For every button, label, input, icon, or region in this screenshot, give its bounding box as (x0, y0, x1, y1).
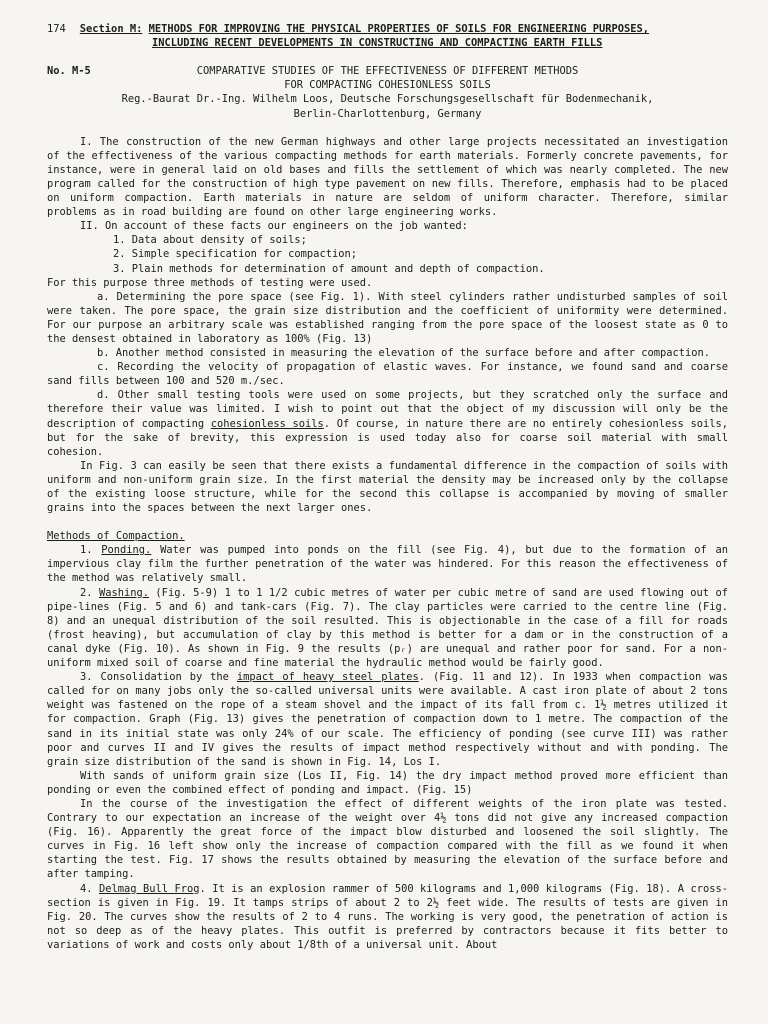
author-line: Reg.-Baurat Dr.-Ing. Wilhelm Loos, Deutsche Forschungsgesellschaft für Bodenmechanik, (121, 93, 654, 106)
paragraph-requirements: II. On account of these facts our engineers on the job wanted: (80, 220, 468, 233)
author-location: Berlin-Charlottenburg, Germany (293, 107, 482, 120)
running-header (47, 22, 728, 36)
paper-title-line2: FOR COMPACTING COHESIONLESS SOILS (284, 79, 491, 92)
bull-frog-prefix: 4. (80, 882, 99, 895)
paragraph-method-c: c. Recording the velocity of propagation of elastic waves. For instance, we found sand and coarse sand fills between 100 and 520 m./sec. (47, 361, 728, 388)
requirements-list (47, 233, 728, 275)
paragraph-ponding: 1. Ponding. Water was pumped into ponds on the fill (see Fig. 4), but due to the formation of an impervious clay film the further penetration of the water was hindered. For this reason the effectiveness of the method was relatively small. (47, 544, 728, 585)
section-title-line2: INCLUDING RECENT DEVELOPMENTS IN CONSTRUCTING AND COMPACTING EARTH FILLS (152, 37, 603, 50)
paragraph-impact (47, 670, 728, 769)
paper-title-block (47, 64, 728, 120)
washing-label: Washing. (98, 586, 149, 599)
paragraph-washing: 2. Washing. (Fig. 5-9) 1 to 1 1/2 cubic metres of water per cubic metre of sand are used flowing out of pipe-lines (Fig. 5 and 6) and tank-cars (Fig. 7). The clay particles were carried to the centre line (Fig. 8) and an unequal distribution of the soil resulted. This is objectionable in the case of a fill for roads (frost heaving), but accumulation of clay by this method is better for a dam or in the construction of a canal dyke (Fig. 10). As shown in Fig. 9 the results (pᵣ) are unequal and rather poor for sand. For a non-uniform mixed soil of coarse and fine material the hydraulic method would be fairly good. (47, 586, 728, 670)
list-item: 2. Simple specification for compaction; (113, 248, 357, 261)
paragraph-uniform-sands: With sands of uniform grain size (Los II, Fig. 14) the dry impact method proved more efficient than ponding or even the combined effect of ponding and impact. (Fig. 15) (47, 769, 728, 796)
paragraph-intro: I. The construction of the new German highways and other large projects necessitated an investigation of the effectiveness of the various compacting methods for earth materials. Formerly concrete pavements, for instance, were in general laid on old bases and fills the settlement of which was nearly completed. The new program called for the construction of high type pavement on new fills. Therefore, emphasis had to be placed on uniform compaction. Earth materials in nature are seldom of uniform character. Therefore, similar problems as in road building are found on other large engineering works. (47, 135, 728, 219)
impact-prefix: 3. Consolidation by the (80, 671, 237, 684)
methods-heading: Methods of Compaction. (47, 530, 185, 543)
paragraph-testing-methods: For this purpose three methods of testing were used. (47, 276, 373, 289)
list-item: 3. Plain methods for determination of amount and depth of compaction. (113, 262, 545, 275)
bull-frog-label: Delmag Bull Frog (98, 882, 200, 895)
section-title-line1: METHODS FOR IMPROVING THE PHYSICAL PROPERTIES OF SOILS FOR ENGINEERING PURPOSES, (148, 23, 650, 35)
section-title (80, 22, 649, 36)
paragraph-method-a: a. Determining the pore space (see Fig. 1). With steel cylinders rather undisturbed samples of soil were taken. The pore space, the grain size distribution and the coefficient of uniformity were determined. For our purpose an arbitrary scale was established ranging from the pore space of the loosest state as 0 to the densest obtained in laboratory as 100% (Fig. 13) (47, 290, 728, 345)
impact-text: . (Fig. 11 and 12). In 1933 when compaction was called for on many jobs only the so-called universal units were available. A cast iron plate of about 2 tons weight was fastened on the rope of a steam shovel and the impact of its fall from c. 1½ metres utilized it for compaction. Graph (Fig. 13) gives the penetration of compaction down to 1 metre. The compaction of the sand in its initial state was only 24% of our scale. The efficiency of ponding (see curve III) was rather poor and curves II and IV gives the results of impact method respectively without and with ponding. The grain size distribution of the sand is shown in Fig. 14, Los I. (47, 671, 728, 768)
bull-frog-text: . It is an explosion rammer of 500 kilograms and 1,000 kilograms (Fig. 18). A cross-section is given in Fig. 19. It tamps strips of about 2 to 2½ feet wide. The results of tests are given in Fig. 20. The curves show the results of 2 to 4 runs. The working is very good, the penetration of action is not so deep as of the heavy plates. This outfit is preferred by contractors because it fits better to variations of work and costs only about 1/8th of a universal unit. About (47, 882, 728, 951)
ponding-text: Water was pumped into ponds on the fill (see Fig. 4), but due to the formation of an impervious clay film the further penetration of the water was hindered. For this reason the effectiveness of the method was relatively small. (47, 544, 728, 585)
section-label: Section M: (79, 23, 143, 35)
page-number: 174 (47, 23, 66, 35)
paragraph-plate-weights: In the course of the investigation the effect of different weights of the iron plate was tested. Contrary to our expectation an increase of the weight over 4½ tons did not give any increased compaction (Fig. 16). Apparently the great force of the impact blow disturbed and loosened the soil slightly. The curves in Fig. 16 left show only the increase of compaction compared with the fill as we found it when starting the test. Fig. 17 shows the results obtained by measuring the elevation of the surface before and after tamping. (47, 797, 728, 881)
washing-text: (Fig. 5-9) 1 to 1 1/2 cubic metres of water per cubic metre of sand are used flowing out of pipe-lines (Fig. 5 and 6) and tank-cars (Fig. 7). The clay particles were carried to the centre line (Fig. 8) and an unequal distribution of the soil resulted. This is objectionable in the case of a fill for roads (frost heaving), but accumulation of clay by this method is better for a dam or in the construction of a canal dyke (Fig. 10). As shown in Fig. 9 the results (pᵣ) are unequal and rather poor for sand. For a non-uniform mixed soil of coarse and fine material the hydraulic method would be fairly good. (47, 586, 728, 670)
cohesionless-soils-emphasis: cohesionless soils (210, 417, 324, 430)
list-item: 1. Data about density of soils; (113, 234, 307, 247)
ponding-label: Ponding. (101, 544, 152, 557)
paper-title-line1: COMPARATIVE STUDIES OF THE EFFECTIVENESS OF DIFFERENT METHODS (196, 65, 579, 78)
method-d-text-b: . Of course, in nature there are no entirely cohesionless soils, but for the sake of brevity, this expression is used today also for coarse soil material with small cohesion. (47, 417, 728, 458)
method-d-text-a: d. Other small testing tools were used on some projects, but they scratched only the surface and therefore their value was limited. I wish to point out that the object of my discussion will only be the description of compacting (47, 389, 728, 430)
paragraph-method-d (47, 388, 728, 458)
paragraph-method-b: b. Another method consisted in measuring the elevation of the surface before and after compaction. (97, 347, 711, 360)
impact-label: impact of heavy steel plates (236, 671, 419, 684)
paragraph-fig3: In Fig. 3 can easily be seen that there exists a fundamental difference in the compaction of soils with uniform and non-uniform grain size. In the first material the density may be increased only by the collapse of the existing loose structure, while for the second this collapse is accompanied by moving of smaller grains into the spaces between the next larger ones. (47, 459, 728, 515)
paragraph-bull-frog (47, 882, 728, 952)
paper-number: No. M-5 (47, 65, 91, 78)
